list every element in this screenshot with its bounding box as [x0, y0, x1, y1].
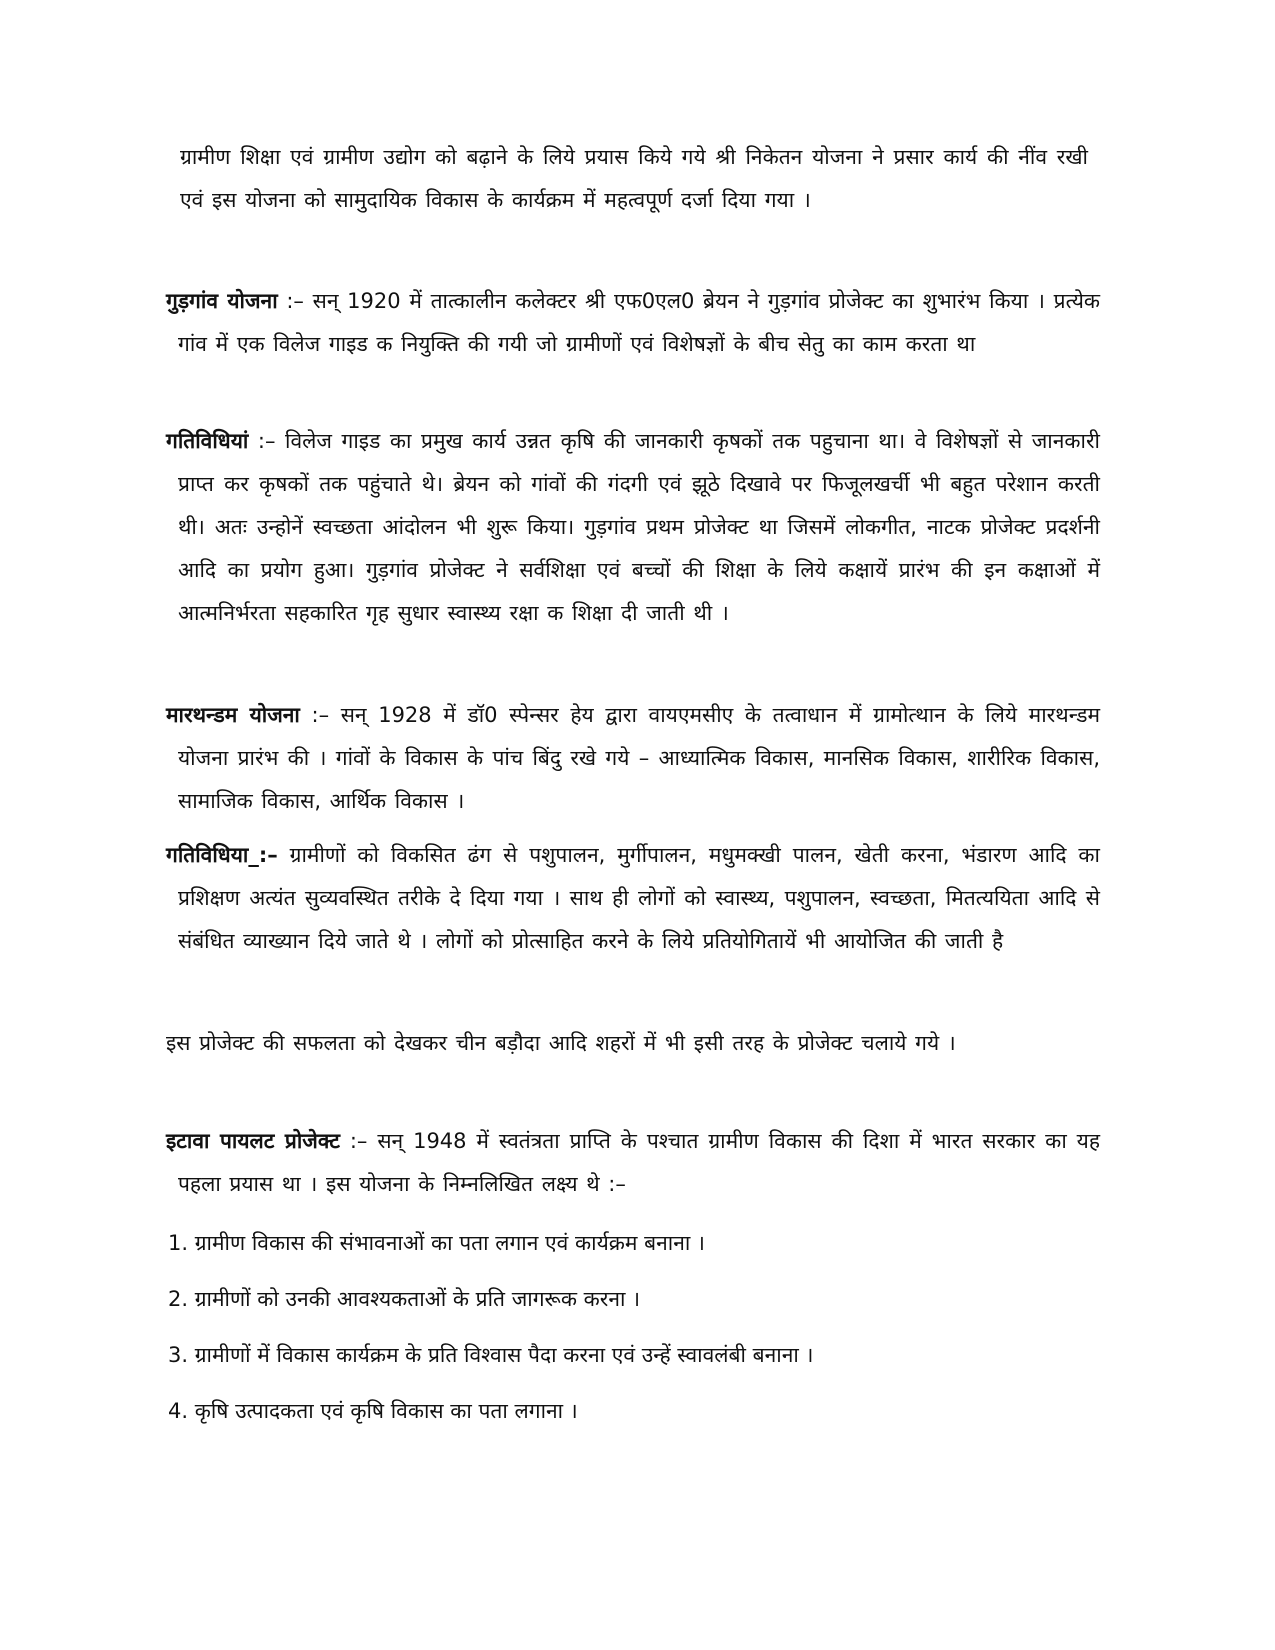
- heading-etawah-project: इटावा पायलट प्रोजेक्ट: [166, 1129, 340, 1153]
- goal-item-2: 2. ग्रामीणों को उनकी आवश्यकताओं के प्रति जागरूक करना ।: [168, 1287, 641, 1311]
- heading-activities-marthandam: गतिविधिया_:–: [166, 843, 278, 867]
- paragraph-activities-gurgaon: [166, 420, 1100, 635]
- heading-gurgaon-scheme: गुड़गांव योजना: [166, 289, 278, 313]
- heading-marthandam-scheme: मारथन्डम योजना: [166, 703, 300, 727]
- text-gurgaon-scheme: :– सन् 1920 में तात्कालीन कलेक्टर श्री एफ0एल0 ब्रेयन ने गुड़गांव प्रोजेक्ट का शुभारंभ किया । प्रत्येक गांव में एक विलेज गाइड क नियुक्ति की गयी जो ग्रामीणों एवं विशेषज्ञों के बीच सेतु का काम करता था: [178, 289, 1101, 356]
- text-etawah-project: :– सन् 1948 में स्वतंत्रता प्राप्ति के पश्चात ग्रामीण विकास की दिशा में भारत सरकार का यह पहला प्रयास था । इस योजना के निम्नलिखित लक्ष्य थे :–: [178, 1129, 1100, 1196]
- goal-item-3: 3. ग्रामीणों में विकास कार्यक्रम के प्रति विश्वास पैदा करना एवं उन्हें स्वावलंबी बनाना ।: [168, 1343, 814, 1367]
- text-activities-gurgaon: :– विलेज गाइड का प्रमुख कार्य उन्नत कृषि की जानकारी कृषकों तक पहुचाना था। वे विशेषज्ञों से जानकारी प्राप्त कर कृषकों तक पहुंचाते थे। ब्रेयन को गांवों की गंदगी एवं झूठे दिखावे पर फिजूलखर्ची भी बहुत परेशान करती थी। अतः उन्होनें स्वच्छता आंदोलन भी शुरू किया। गुड़गांव प्रथम प्रोजेक्ट था जिसमें लोकगीत, नाटक प्रोजेक्ट प्रदर्शनी आदि का प्रयोग हुआ। गुड़गांव प्रोजेक्ट ने सर्वशिक्षा एवं बच्चों की शिक्षा के लिये कक्षायें प्रारंभ की इन कक्षाओं में आत्मनिर्भरता सहकारित गृह सुधार स्वास्थ्य रक्षा क शिक्षा दी जाती थी ।: [178, 429, 1100, 625]
- goal-item-4: 4. कृषि उत्पादकता एवं कृषि विकास का पता लगाना ।: [168, 1399, 578, 1423]
- text-marthandam-scheme: :– सन् 1928 में डॉ0 स्पेन्सर हेय द्वारा वायएमसीए के तत्वाधान में ग्रामोत्थान के लिये मारथन्डम योजना प्रारंभ की । गांवों के विकास के पांच बिंदु रखे गये – आध्यात्मिक विकास, मानसिक विकास, शारीरिक विकास, सामाजिक विकास, आर्थिक विकास ।: [178, 703, 1100, 813]
- paragraph-project-success: इस प्रोजेक्ट की सफलता को देखकर चीन बड़ौदा आदि शहरों में भी इसी तरह के प्रोजेक्ट चलाये गये ।: [166, 1031, 956, 1055]
- paragraph-gurgaon-scheme: [166, 280, 1100, 366]
- text-activities-marthandam: ग्रामीणों को विकसित ढंग से पशुपालन, मुर्गीपालन, मधुमक्खी पालन, खेती करना, भंडारण आदि का प्रशिक्षण अत्यंत सुव्यवस्थित तरीके दे दिया गया । साथ ही लोगों को स्वास्थ्य, पशुपालन, स्वच्छता, मितत्ययिता आदि से संबंधित व्याख्यान दिये जाते थे । लोगों को प्रोत्साहित करने के लिये प्रतियोगितायें भी आयोजित की जाती है: [178, 843, 1100, 953]
- paragraph-activities-marthandam: [166, 834, 1100, 963]
- paragraph-etawah-project: [166, 1120, 1100, 1206]
- paragraph-shriniketan: ग्रामीण शिक्षा एवं ग्रामीण उद्योग को बढ़ाने के लिये प्रयास किये गये श्री निकेतन योजना ने प्रसार कार्य की नींव रखी एवं इस योजना को सामुदायिक विकास के कार्यक्रम में महत्वपूर्ण दर्जा दिया गया ।: [180, 145, 1088, 212]
- goal-item-1: 1. ग्रामीण विकास की संभावनाओं का पता लगान एवं कार्यक्रम बनाना ।: [168, 1231, 705, 1255]
- paragraph-marthandam-scheme: [166, 694, 1100, 823]
- heading-activities-gurgaon: गतिविधियां: [166, 429, 249, 453]
